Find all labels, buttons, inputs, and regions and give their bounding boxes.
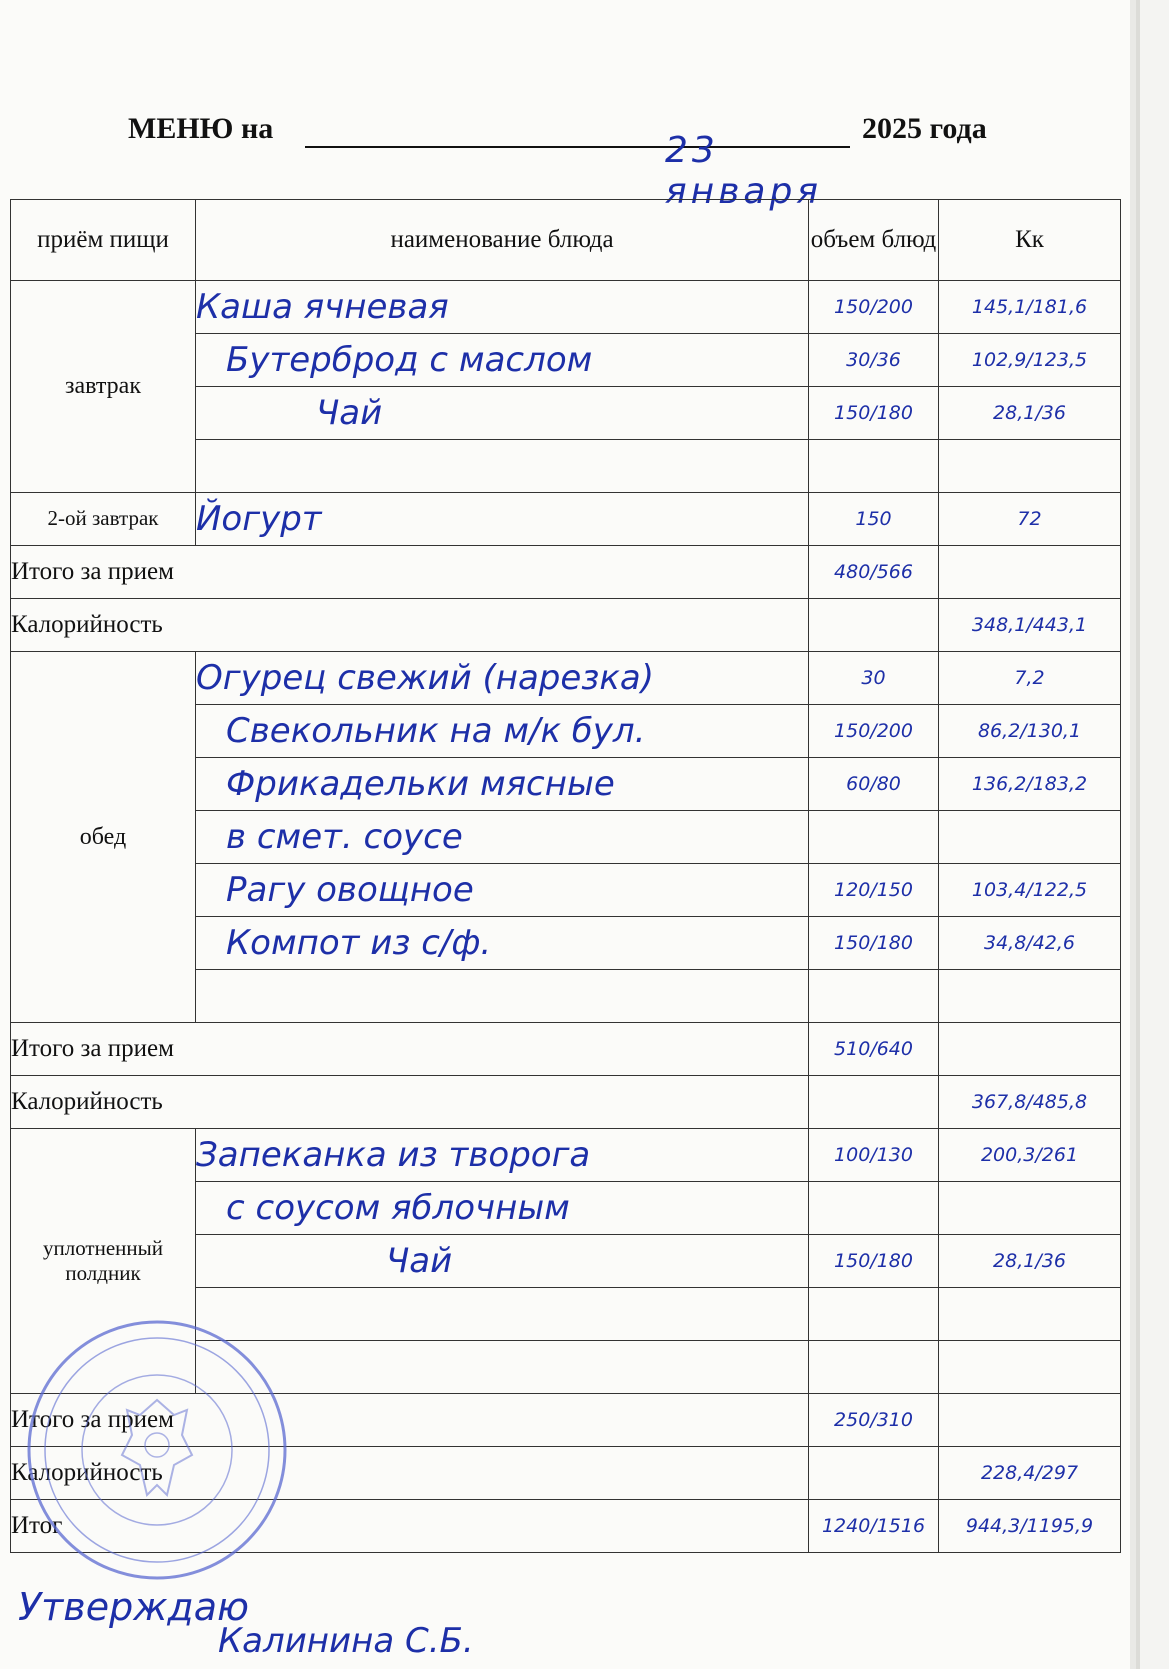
grand-total-label: Итог <box>11 1500 809 1553</box>
kcal-cell: 34,8/42,6 <box>939 917 1121 970</box>
dish-cell: Рагу овощное <box>196 864 809 917</box>
calories-value: 348,1/443,1 <box>939 599 1121 652</box>
subtotal-row <box>11 1023 1121 1076</box>
calories-label: Калорийность <box>11 1076 809 1129</box>
grand-total-volume: 1240/1516 <box>809 1500 939 1553</box>
table-row <box>11 652 1121 705</box>
volume-cell: 150/180 <box>809 387 939 440</box>
header-row <box>11 200 1121 281</box>
kcal-cell: 28,1/36 <box>939 387 1121 440</box>
dish-cell: Свекольник на м/к бул. <box>196 705 809 758</box>
dish-cell: с соусом яблочным <box>196 1182 809 1235</box>
subtotal-label: Итого за прием <box>11 1023 809 1076</box>
signature-line-1: Утверждаю <box>18 1585 249 1629</box>
subtotal-label: Итого за прием <box>11 1394 809 1447</box>
dish-cell: Чай <box>196 387 809 440</box>
calories-label: Калорийность <box>11 1447 809 1500</box>
kcal-cell: 136,2/183,2 <box>939 758 1121 811</box>
header-volume: объем блюд <box>809 200 939 281</box>
volume-cell: 150 <box>809 493 939 546</box>
volume-cell: 30 <box>809 652 939 705</box>
calories-value: 367,8/485,8 <box>939 1076 1121 1129</box>
dish-cell: Бутерброд с маслом <box>196 334 809 387</box>
volume-cell: 120/150 <box>809 864 939 917</box>
subtotal-volume: 250/310 <box>809 1394 939 1447</box>
dish-cell: Йогурт <box>196 493 809 546</box>
header-kcal: Кк <box>939 200 1121 281</box>
subtotal-row <box>11 546 1121 599</box>
calories-row <box>11 1076 1121 1129</box>
volume-cell: 150/200 <box>809 281 939 334</box>
subtotal-label: Итого за прием <box>11 546 809 599</box>
volume-cell: 60/80 <box>809 758 939 811</box>
calories-row <box>11 599 1121 652</box>
table-row <box>11 1129 1121 1182</box>
volume-cell: 30/36 <box>809 334 939 387</box>
kcal-cell: 103,4/122,5 <box>939 864 1121 917</box>
subtotal-volume: 510/640 <box>809 1023 939 1076</box>
dish-cell: Запеканка из творога <box>196 1129 809 1182</box>
volume-cell <box>809 811 939 864</box>
volume-cell: 150/180 <box>809 917 939 970</box>
dish-cell: Каша ячневая <box>196 281 809 334</box>
volume-cell: 150/180 <box>809 1235 939 1288</box>
dish-cell: Чай <box>196 1235 809 1288</box>
kcal-cell: 28,1/36 <box>939 1235 1121 1288</box>
kcal-cell: 72 <box>939 493 1121 546</box>
header-dish: наименование блюда <box>196 200 809 281</box>
kcal-cell: 200,3/261 <box>939 1129 1121 1182</box>
dish-cell: Фрикадельки мясные <box>196 758 809 811</box>
dish-cell: Компот из с/ф. <box>196 917 809 970</box>
dish-cell: Огурец свежий (нарезка) <box>196 652 809 705</box>
title-prefix: МЕНЮ на <box>128 112 274 145</box>
meal-lunch: обед <box>11 652 196 1023</box>
official-seal-icon <box>22 1315 292 1585</box>
meal-breakfast: завтрак <box>11 281 196 493</box>
header-meal: приём пищи <box>11 200 196 281</box>
title-year: 2025 года <box>862 112 987 145</box>
kcal-cell: 7,2 <box>939 652 1121 705</box>
meal-snack: уплотненный полдник <box>11 1129 196 1394</box>
kcal-cell: 86,2/130,1 <box>939 705 1121 758</box>
handwritten-date: 23 января <box>665 130 822 212</box>
approval-signature <box>18 1585 474 1661</box>
kcal-cell <box>939 1182 1121 1235</box>
kcal-cell: 102,9/123,5 <box>939 334 1121 387</box>
kcal-cell: 145,1/181,6 <box>939 281 1121 334</box>
table-row <box>11 281 1121 334</box>
calories-label: Калорийность <box>11 599 809 652</box>
grand-total-kcal: 944,3/1195,9 <box>939 1500 1121 1553</box>
table-row <box>11 493 1121 546</box>
signature-line-2: Калинина С.Б. <box>218 1621 474 1661</box>
volume-cell: 150/200 <box>809 705 939 758</box>
volume-cell: 100/130 <box>809 1129 939 1182</box>
date-underline <box>305 130 850 212</box>
kcal-cell <box>939 811 1121 864</box>
calories-value: 228,4/297 <box>939 1447 1121 1500</box>
dish-cell: в смет. соусе <box>196 811 809 864</box>
subtotal-volume: 480/566 <box>809 546 939 599</box>
volume-cell <box>809 1182 939 1235</box>
meal-second-breakfast: 2-ой завтрак <box>11 493 196 546</box>
